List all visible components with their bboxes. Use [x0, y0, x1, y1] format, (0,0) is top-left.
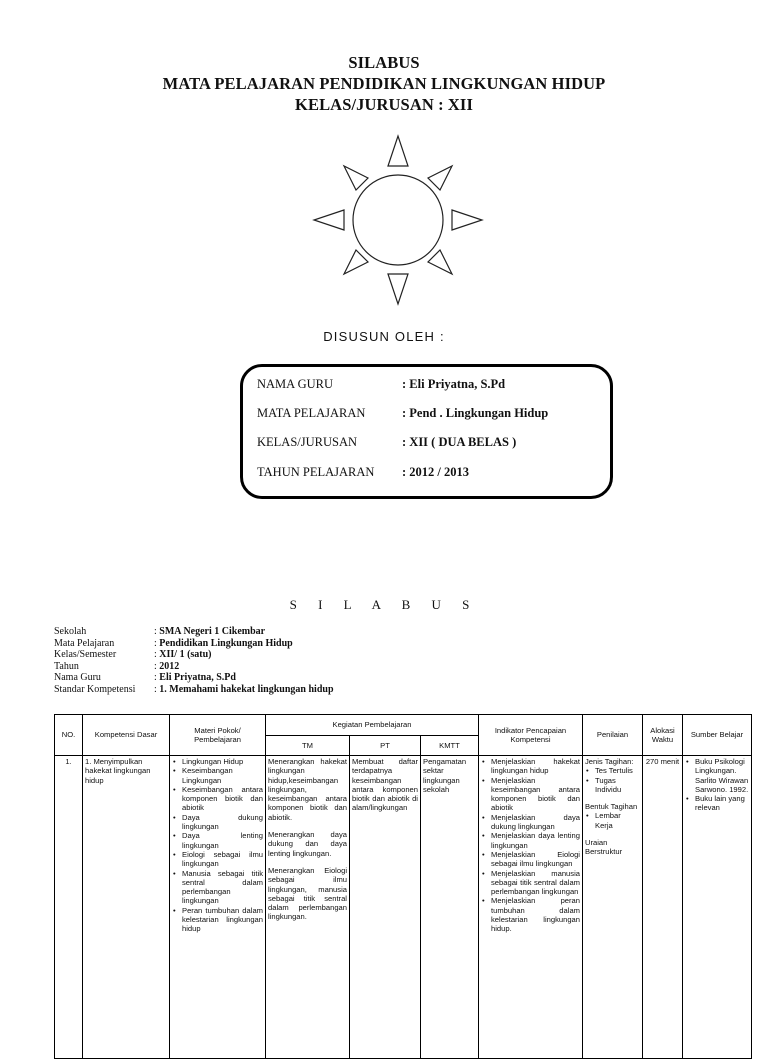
header-alokasi: Alokasi Waktu [643, 715, 683, 756]
table-row [55, 756, 752, 1059]
list-item: • Menjelaskian manusia sebagai titik sentral dalam perlembangan lingkungan [481, 869, 580, 897]
info-value: SMA Negeri 1 Cikembar [159, 626, 266, 637]
identity-label: NAMA GURU [257, 377, 334, 391]
list-item: • Daya dukung lingkungan [172, 813, 263, 832]
list-item: • Keseimbangan antara komponen biotik dan abiotik [172, 785, 263, 813]
info-label: Nama Guru [54, 672, 101, 684]
info-value: Pendidikan Lingkungan Hidup [159, 637, 293, 649]
identity-label: MATA PELAJARAN [257, 406, 366, 420]
cell-sumber [683, 756, 752, 1059]
table-header-row [55, 715, 752, 736]
list-item: • Buku lain yang relevan [685, 794, 749, 813]
list-item: • Lembar Kerja [585, 811, 640, 830]
identity-box [240, 364, 613, 499]
info-value: 1. Memahami hakekat lingkungan hidup [159, 683, 334, 695]
list-item: • Keseimbangan Lingkungan [172, 766, 263, 785]
header-kegiatan: Kegiatan Pembelajaran [266, 715, 479, 736]
cell-tm [266, 756, 350, 1059]
list-item: • Peran tumbuhan dalam kelestarian lingkungan hidup [172, 906, 263, 934]
info-value: XII/ 1 (satu) [159, 649, 212, 661]
class-title: KELAS/JURUSAN : XII [295, 95, 473, 114]
identity-value: : Eli Priyatna, S.Pd [402, 377, 506, 391]
tm-paragraph: Menerangkan Eiologi sebagai ilmu lingkungan, manusia sebagai titik sentral dalam perlembangan lingkungan. [268, 865, 347, 922]
info-label: Mata Pelajaran [54, 637, 115, 649]
list-item: • Menjelaskian Eiologi sebagai ilmu lingkungan [481, 850, 580, 869]
penilaian-uraian: Uraian Berstruktur [585, 838, 623, 857]
header-materi: Materi Pokok/ Pembelajaran [170, 715, 266, 756]
list-item: • Menjelaskian peran tumbuhan dalam kelestarian lingkungan hidup. [481, 896, 580, 933]
list-item: • Eiologi sebagai ilmu lingkungan [172, 850, 263, 869]
list-item: • Manusia sebagai titik sentral dalam perlembangan lingkungan [172, 869, 263, 906]
info-label: Tahun [54, 660, 79, 672]
list-item: • Menjelaskian daya lenting lingkungan [481, 831, 580, 850]
cell-penilaian [583, 756, 643, 1059]
header-kmtt: KMTT [421, 736, 479, 756]
penilaian-bentuk-label: Bentuk Tagihan [585, 802, 638, 812]
silabus-heading: S I L A B U S [289, 597, 479, 612]
list-item: • Lingkungan Hidup [172, 757, 263, 766]
cell-kompetensi-dasar: 1. Menyimpulkan hakekat lingkungan hidup [83, 756, 170, 1059]
header-indikator: Indikator Pencapaian Kompetensi [479, 715, 583, 756]
penilaian-jenis-label: Jenis Tagihan: [585, 757, 634, 766]
author-heading: DISUSUN OLEH : [323, 329, 445, 344]
sun-icon [308, 130, 488, 310]
identity-value: : XII ( DUA BELAS ) [402, 435, 517, 449]
info-value: 2012 [159, 660, 180, 672]
tm-paragraph: Menerangkan daya dukung dan daya lenting lingkungan. [268, 830, 347, 858]
document-title: SILABUS [348, 53, 420, 72]
cell-no: 1. [55, 756, 83, 1059]
header-no: NO. [55, 715, 83, 756]
header-pt: PT [350, 736, 421, 756]
list-item: • Menjelaskian keseimbangan antara komponen biotik dan abiotik [481, 776, 580, 813]
cell-alokasi: 270 menit [643, 756, 683, 1059]
list-item: • Daya lenting lingkungan [172, 831, 263, 850]
syllabus-table [54, 714, 752, 1059]
identity-value: : Pend . Lingkungan Hidup [402, 406, 549, 420]
info-label: Kelas/Semester [54, 649, 117, 661]
header-sumber: Sumber Belajar [683, 715, 752, 756]
info-label: Sekolah [54, 626, 87, 637]
header-tm: TM [266, 736, 350, 756]
list-item: • Tes Tertulis [585, 766, 640, 775]
cell-kmtt: Pengamatan sektar lingkungan sekolah [421, 756, 479, 1059]
header-penilaian: Penilaian [583, 715, 643, 756]
info-value: Eli Priyatna, S.Pd [159, 672, 236, 684]
list-item: • Buku Psikologi Lingkungan. Sarlito Wirawan Sarwono. 1992. [685, 757, 749, 794]
identity-label: KELAS/JURUSAN [257, 435, 358, 449]
tm-paragraph: Menerangkan hakekat lingkungan hidup,keseimbangan lingkungan, keseimbangan antara komponen biotik dan abiotik. [268, 757, 347, 822]
identity-label: TAHUN PELAJARAN [257, 465, 375, 479]
cell-indikator [479, 756, 583, 1059]
info-label: Standar Kompetensi [54, 683, 136, 695]
list-item: • Tugas Individu [585, 776, 640, 795]
cell-materi [170, 756, 266, 1059]
header-kompetensi-dasar: Kompetensi Dasar [83, 715, 170, 756]
cell-pt: Membuat daftar terdapatnya keseimbangan antara komponen biotik dan abiotik di alam/lingkungan [350, 756, 421, 1059]
subject-title: MATA PELAJARAN PENDIDIKAN LINGKUNGAN HIDUP [162, 74, 606, 93]
list-item: • Menjelaskian daya dukung lingkungan [481, 813, 580, 832]
list-item: • Menjelaskian hakekat lingkungan hidup [481, 757, 580, 776]
identity-value: : 2012 / 2013 [402, 465, 470, 479]
